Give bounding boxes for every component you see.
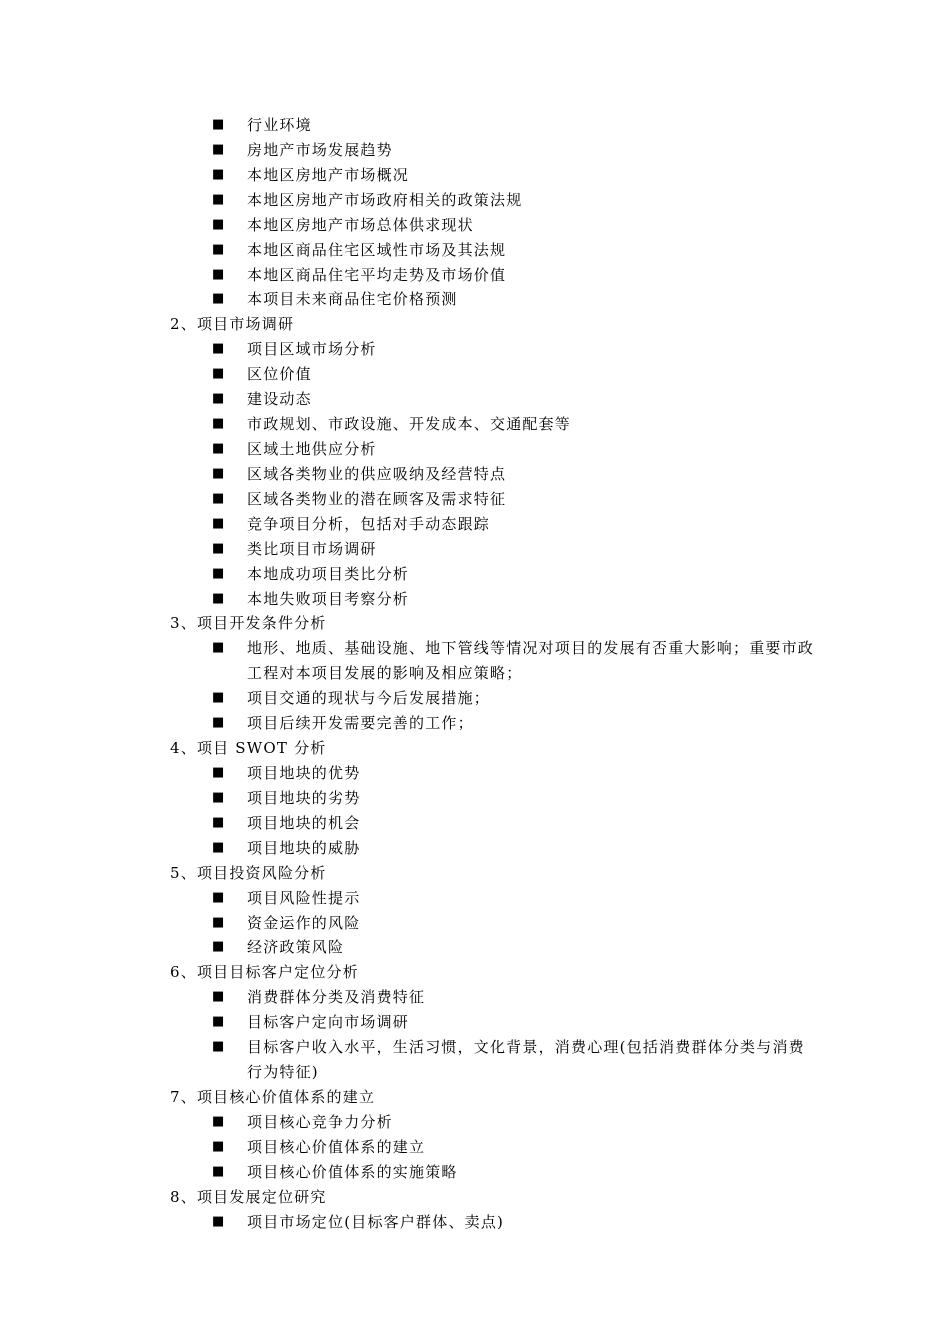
list-item-text: 项目地块的机会	[247, 813, 361, 832]
list-item-text: 区域土地供应分析	[247, 439, 377, 458]
square-bullet-icon: ■	[212, 465, 225, 481]
list-item	[0, 213, 950, 238]
square-bullet-icon: ■	[212, 989, 225, 1005]
square-bullet-icon: ■	[212, 640, 225, 656]
square-bullet-icon: ■	[212, 789, 225, 805]
list-item-text: 项目核心价值体系的建立	[247, 1137, 426, 1156]
section-heading: 8、项目发展定位研究	[170, 1187, 327, 1206]
list-item-text: 建设动态	[247, 390, 312, 409]
list-item-text: 消费群体分类及消费特征	[247, 988, 426, 1007]
list-item	[0, 512, 950, 537]
square-bullet-icon: ■	[212, 391, 225, 407]
list-item-text: 区位价值	[247, 365, 312, 384]
list-item	[0, 935, 950, 960]
list-item-text: 项目核心竞争力分析	[247, 1112, 393, 1131]
list-item-text: 经济政策风险	[247, 938, 345, 957]
list-item	[0, 487, 950, 512]
square-bullet-icon: ■	[212, 141, 225, 157]
square-bullet-icon: ■	[212, 1163, 225, 1179]
list-item-text: 项目区域市场分析	[247, 340, 377, 359]
square-bullet-icon: ■	[212, 889, 225, 905]
list-item-text: 行业环境	[247, 116, 312, 134]
list-item-text: 项目核心价值体系的实施策略	[247, 1162, 458, 1181]
square-bullet-icon: ■	[212, 814, 225, 830]
list-item	[0, 1160, 950, 1185]
square-bullet-icon: ■	[212, 540, 225, 556]
square-bullet-icon: ■	[212, 690, 225, 706]
square-bullet-icon: ■	[212, 764, 225, 780]
list-item-text: 项目交通的现状与今后发展措施；	[247, 689, 491, 708]
document-page	[0, 113, 950, 1235]
square-bullet-icon: ■	[212, 1014, 225, 1030]
list-item	[0, 1210, 950, 1235]
list-item-text: 本地区房地产市场政府相关的政策法规	[247, 190, 523, 209]
square-bullet-icon: ■	[212, 715, 225, 731]
square-bullet-icon: ■	[212, 291, 225, 307]
list-item	[0, 886, 950, 911]
list-item	[0, 163, 950, 188]
list-item-text: 项目市场定位(目标客户群体、卖点)	[247, 1212, 505, 1231]
list-item	[0, 337, 950, 362]
list-item	[0, 462, 950, 487]
list-item-text: 项目风险性提示	[247, 888, 361, 907]
square-bullet-icon: ■	[212, 590, 225, 606]
list-item	[0, 362, 950, 387]
list-item	[0, 985, 950, 1010]
square-bullet-icon: ■	[212, 1113, 225, 1129]
square-bullet-icon: ■	[212, 440, 225, 456]
list-item-text: 本地区商品住宅区域性市场及其法规	[247, 240, 507, 259]
list-item	[0, 1035, 950, 1085]
list-item	[0, 761, 950, 786]
square-bullet-icon: ■	[212, 241, 225, 257]
list-item	[0, 412, 950, 437]
square-bullet-icon: ■	[212, 565, 225, 581]
list-item-text: 市政规划、市政设施、开发成本、交通配套等	[247, 415, 572, 434]
list-item	[0, 562, 950, 587]
section-heading: 5、项目投资风险分析	[170, 863, 327, 882]
list-item	[0, 138, 950, 163]
list-item-text: 区域各类物业的潜在顾客及需求特征	[247, 489, 507, 508]
square-bullet-icon: ■	[212, 1213, 225, 1229]
list-item	[0, 1010, 950, 1035]
list-item-text: 本地区房地产市场概况	[247, 165, 410, 184]
square-bullet-icon: ■	[212, 191, 225, 207]
list-item-text: 本地成功项目类比分析	[247, 564, 410, 583]
square-bullet-icon: ■	[212, 1039, 225, 1055]
list-item	[0, 263, 950, 288]
square-bullet-icon: ■	[212, 166, 225, 182]
square-bullet-icon: ■	[212, 117, 225, 132]
square-bullet-icon: ■	[212, 416, 225, 432]
square-bullet-icon: ■	[212, 216, 225, 232]
list-item-text: 目标客户收入水平，生活习惯，文化背景，消费心理(包括消费群体分类与消费行为特征)	[247, 1038, 805, 1082]
list-item	[0, 811, 950, 836]
list-item	[0, 238, 950, 263]
list-item	[0, 387, 950, 412]
list-item	[0, 287, 950, 312]
list-item-text: 项目后续开发需要完善的工作；	[247, 714, 474, 733]
list-item	[0, 786, 950, 811]
square-bullet-icon: ■	[212, 490, 225, 506]
list-item-text: 地形、地质、基础设施、地下管线等情况对项目的发展有否重大影响；重要市政工程对本项目发展的影响及相应策略；	[247, 639, 815, 683]
list-item	[0, 836, 950, 861]
list-item	[0, 1110, 950, 1135]
section-heading: 4、项目 SWOT 分析	[170, 739, 327, 758]
list-item-text: 类比项目市场调研	[247, 539, 377, 558]
list-item	[0, 686, 950, 711]
square-bullet-icon: ■	[212, 1138, 225, 1154]
square-bullet-icon: ■	[212, 839, 225, 855]
list-item-text: 项目地块的威胁	[247, 838, 361, 857]
list-item-text: 房地产市场发展趋势	[247, 140, 393, 159]
section-heading: 2、项目市场调研	[170, 315, 295, 334]
list-item-text: 本地失败项目考察分析	[247, 589, 410, 608]
square-bullet-icon: ■	[212, 515, 225, 531]
list-item	[0, 188, 950, 213]
list-item-text: 竞争项目分析，包括对手动态跟踪	[247, 514, 491, 533]
list-item	[0, 711, 950, 736]
list-item-text: 本地区商品住宅平均走势及市场价值	[247, 265, 507, 284]
list-item	[0, 1135, 950, 1160]
square-bullet-icon: ■	[212, 914, 225, 930]
list-item	[0, 587, 950, 612]
list-item-text: 项目地块的优势	[247, 763, 361, 782]
section-heading: 7、项目核心价值体系的建立	[170, 1087, 376, 1106]
list-item-text: 本地区房地产市场总体供求现状	[247, 215, 474, 234]
square-bullet-icon: ■	[212, 341, 225, 357]
list-item-text: 区域各类物业的供应吸纳及经营特点	[247, 464, 507, 483]
list-item-text: 资金运作的风险	[247, 913, 361, 932]
section-heading: 3、项目开发条件分析	[170, 614, 327, 633]
square-bullet-icon: ■	[212, 939, 225, 955]
list-item	[0, 437, 950, 462]
square-bullet-icon: ■	[212, 266, 225, 282]
list-item	[0, 113, 950, 138]
list-item-text: 本项目未来商品住宅价格预测	[247, 290, 458, 309]
list-item	[0, 537, 950, 562]
list-item	[0, 636, 950, 686]
list-item-text: 项目地块的劣势	[247, 788, 361, 807]
section-heading: 6、项目目标客户定位分析	[170, 963, 359, 982]
list-item	[0, 911, 950, 936]
list-item-text: 目标客户定向市场调研	[247, 1013, 410, 1032]
square-bullet-icon: ■	[212, 366, 225, 382]
